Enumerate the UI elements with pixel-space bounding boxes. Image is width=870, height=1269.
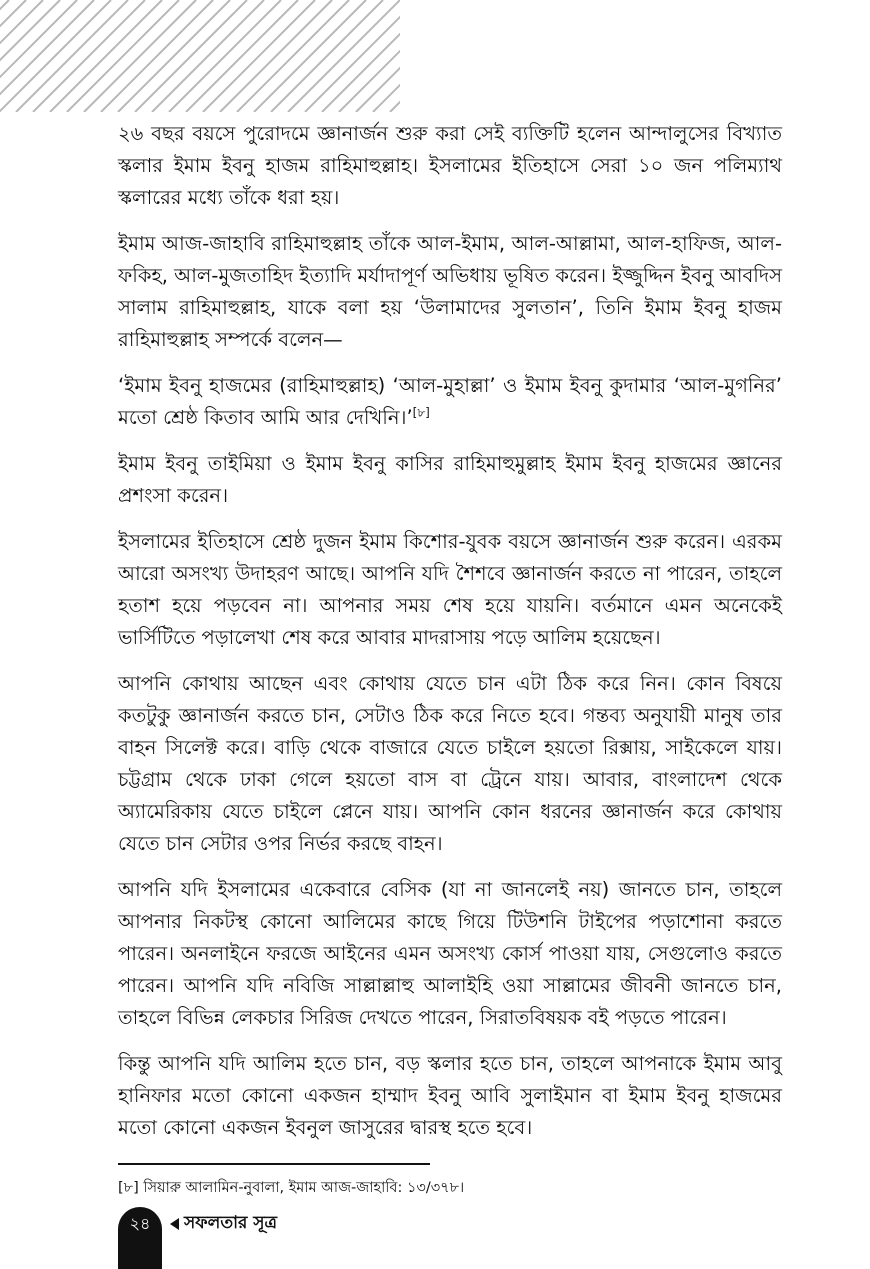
hatch-line [101,0,213,112]
paragraph-8: কিন্তু আপনি যদি আলিম হতে চান, বড় স্কলার হতে চান, তাহলে আপনাকে ইমাম আবু হানিফার মতো কোনো একজন হাম্মাদ ইবনু আবি সুলাইমান বা ইমাম ইবনু হাজমের মতো কোনো একজন ইবনুল জাসুরের দ্বারস্থ হতে হবে। [118,1052,782,1139]
hatch-line [135,0,247,112]
body-text [118,118,782,1158]
hatch-line [16,0,128,112]
paragraph-4: ইমাম ইবনু তাইমিয়া ও ইমাম ইবনু কাসির রাহিমাহুমুল্লাহ ইমাম ইবনু হাজমের জ্ঞানের প্রশংসা করেন। [118,452,782,507]
hatch-line [186,0,298,112]
hatch-line [271,0,383,112]
hatch-line [50,0,162,112]
paragraph-2: ইমাম আজ-জাহাবি রাহিমাহুল্লাহ তাঁকে আল-ইমাম, আল-আল্লামা, আল-হাফিজ, আল-ফকিহ, আল-মুজতাহিদ ইত্যাদি মর্যাদাপূর্ণ অভিধায় ভূষিত করেন। ইজ্জুদ্দিন ইবনু আবদিস সালাম রাহিমাহুল্লাহ, যাকে বলা হয় ‘উলামাদের সুলতান’, তিনি ইমাম ইবনু হাজম রাহিমাহুল্লাহ সম্পর্কে বলেন— [118,232,782,351]
running-title: সফলতার সূত্র [184,1213,277,1233]
paragraph-6: আপনি কোথায় আছেন এবং কোথায় যেতে চান এটা ঠিক করে নিন। কোন বিষয়ে কতটুকু জ্ঞানার্জন করতে চান, সেটাও ঠিক করে নিতে হবে। গন্তব্য অনুযায়ী মানুষ তার বাহন সিলেক্ট করে। বাড়ি থেকে বাজারে যেতে চাইলে হয়তো রিক্সায়, সাইকেলে যায়। চট্টগ্রাম থেকে ঢাকা গেলে হয়তো বাস বা ট্রেনে যায়। আবার, বাংলাদেশ থেকে অ্যামেরিকায় যেতে চাইলে প্লেনে যায়। আপনি কোন ধরনের জ্ঞানার্জন করে কোথায় যেতে চান সেটার ওপর নির্ভর করছে বাহন। [118,672,782,855]
hatch-line [220,0,332,112]
paragraph-1: ২৬ বছর বয়সে পুরোদমে জ্ঞানার্জন শুরু করা সেই ব্যক্তিটি হলেন আন্দালুসের বিখ্যাত স্কলার ইমাম ইবনু হাজম রাহিমাহুল্লাহ। ইসলামের ইতিহাসে সেরা ১০ জন পলিম্যাথ স্কলারের মধ্যে তাঁকে ধরা হয়। [118,122,782,209]
quote-text: ‘ইমাম ইবনু হাজমের (রাহিমাহুল্লাহ) ‘আল-মুহাল্লা’ ও ইমাম ইবনু কুদামার ‘আল-মুগনির’ মতো শ্রেষ্ঠ কিতাব আমি আর দেখিনি।’ [118,374,782,429]
hatch-line [118,0,230,112]
hatch-line [288,0,400,112]
hatch-line [237,0,349,112]
footnote: [৮] সিয়ারু আলামিন-নুবালা, ইমাম আজ-জাহাবি: ১৩/৩৭৮। [118,1180,465,1196]
hatch-line [67,0,179,112]
hatch-line [254,0,366,112]
corner-hatch-decoration [0,0,400,112]
quote-paragraph [118,370,782,434]
hatch-line [0,0,94,112]
footnote-reference[interactable]: [৮] [412,405,430,420]
hatch-line [33,0,145,112]
hatch-line [203,0,315,112]
triangle-left-icon [170,1218,179,1230]
page-number: ২৪ [129,1214,151,1233]
hatch-line [152,0,264,112]
footnote-divider [118,1163,430,1165]
hatch-line [84,0,196,112]
hatch-line [169,0,281,112]
hatch-line [305,0,400,112]
paragraph-5: ইসলামের ইতিহাসে শ্রেষ্ঠ দুজন ইমাম কিশোর-যুবক বয়সে জ্ঞানার্জন শুরু করেন। এরকম আরো অসংখ্য উদাহরণ আছে। আপনি যদি শৈশবে জ্ঞানার্জন করতে না পারেন, তাহলে হতাশ হয়ে পড়বেন না। আপনার সময় শেষ হয়ে যায়নি। বর্তমানে এমন অনেকেই ভার্সিটিতে পড়ালেখা শেষ করে আবার মাদরাসায় পড়ে আলিম হয়েছেন। [118,530,782,649]
hatch-line [0,0,111,112]
paragraph-7: আপনি যদি ইসলামের একেবারে বেসিক (যা না জানলেই নয়) জানতে চান, তাহলে আপনার নিকটস্থ কোনো আলিমের কাছে গিয়ে টিউশনি টাইপের পড়াশোনা করতে পারেন। অনলাইনে ফরজে আইনের এমন অসংখ্য কোর্স পাওয়া যায়, সেগুলোও করতে পারেন। আপনি যদি নবিজি সাল্লাল্লাহু আলাইহি ওয়া সাল্লামের জীবনী জানতে চান, তাহলে বিভিন্ন লেকচার সিরিজ দেখতে পারেন, সিরাতবিষয়ক বই পড়তে পারেন। [118,878,782,1029]
